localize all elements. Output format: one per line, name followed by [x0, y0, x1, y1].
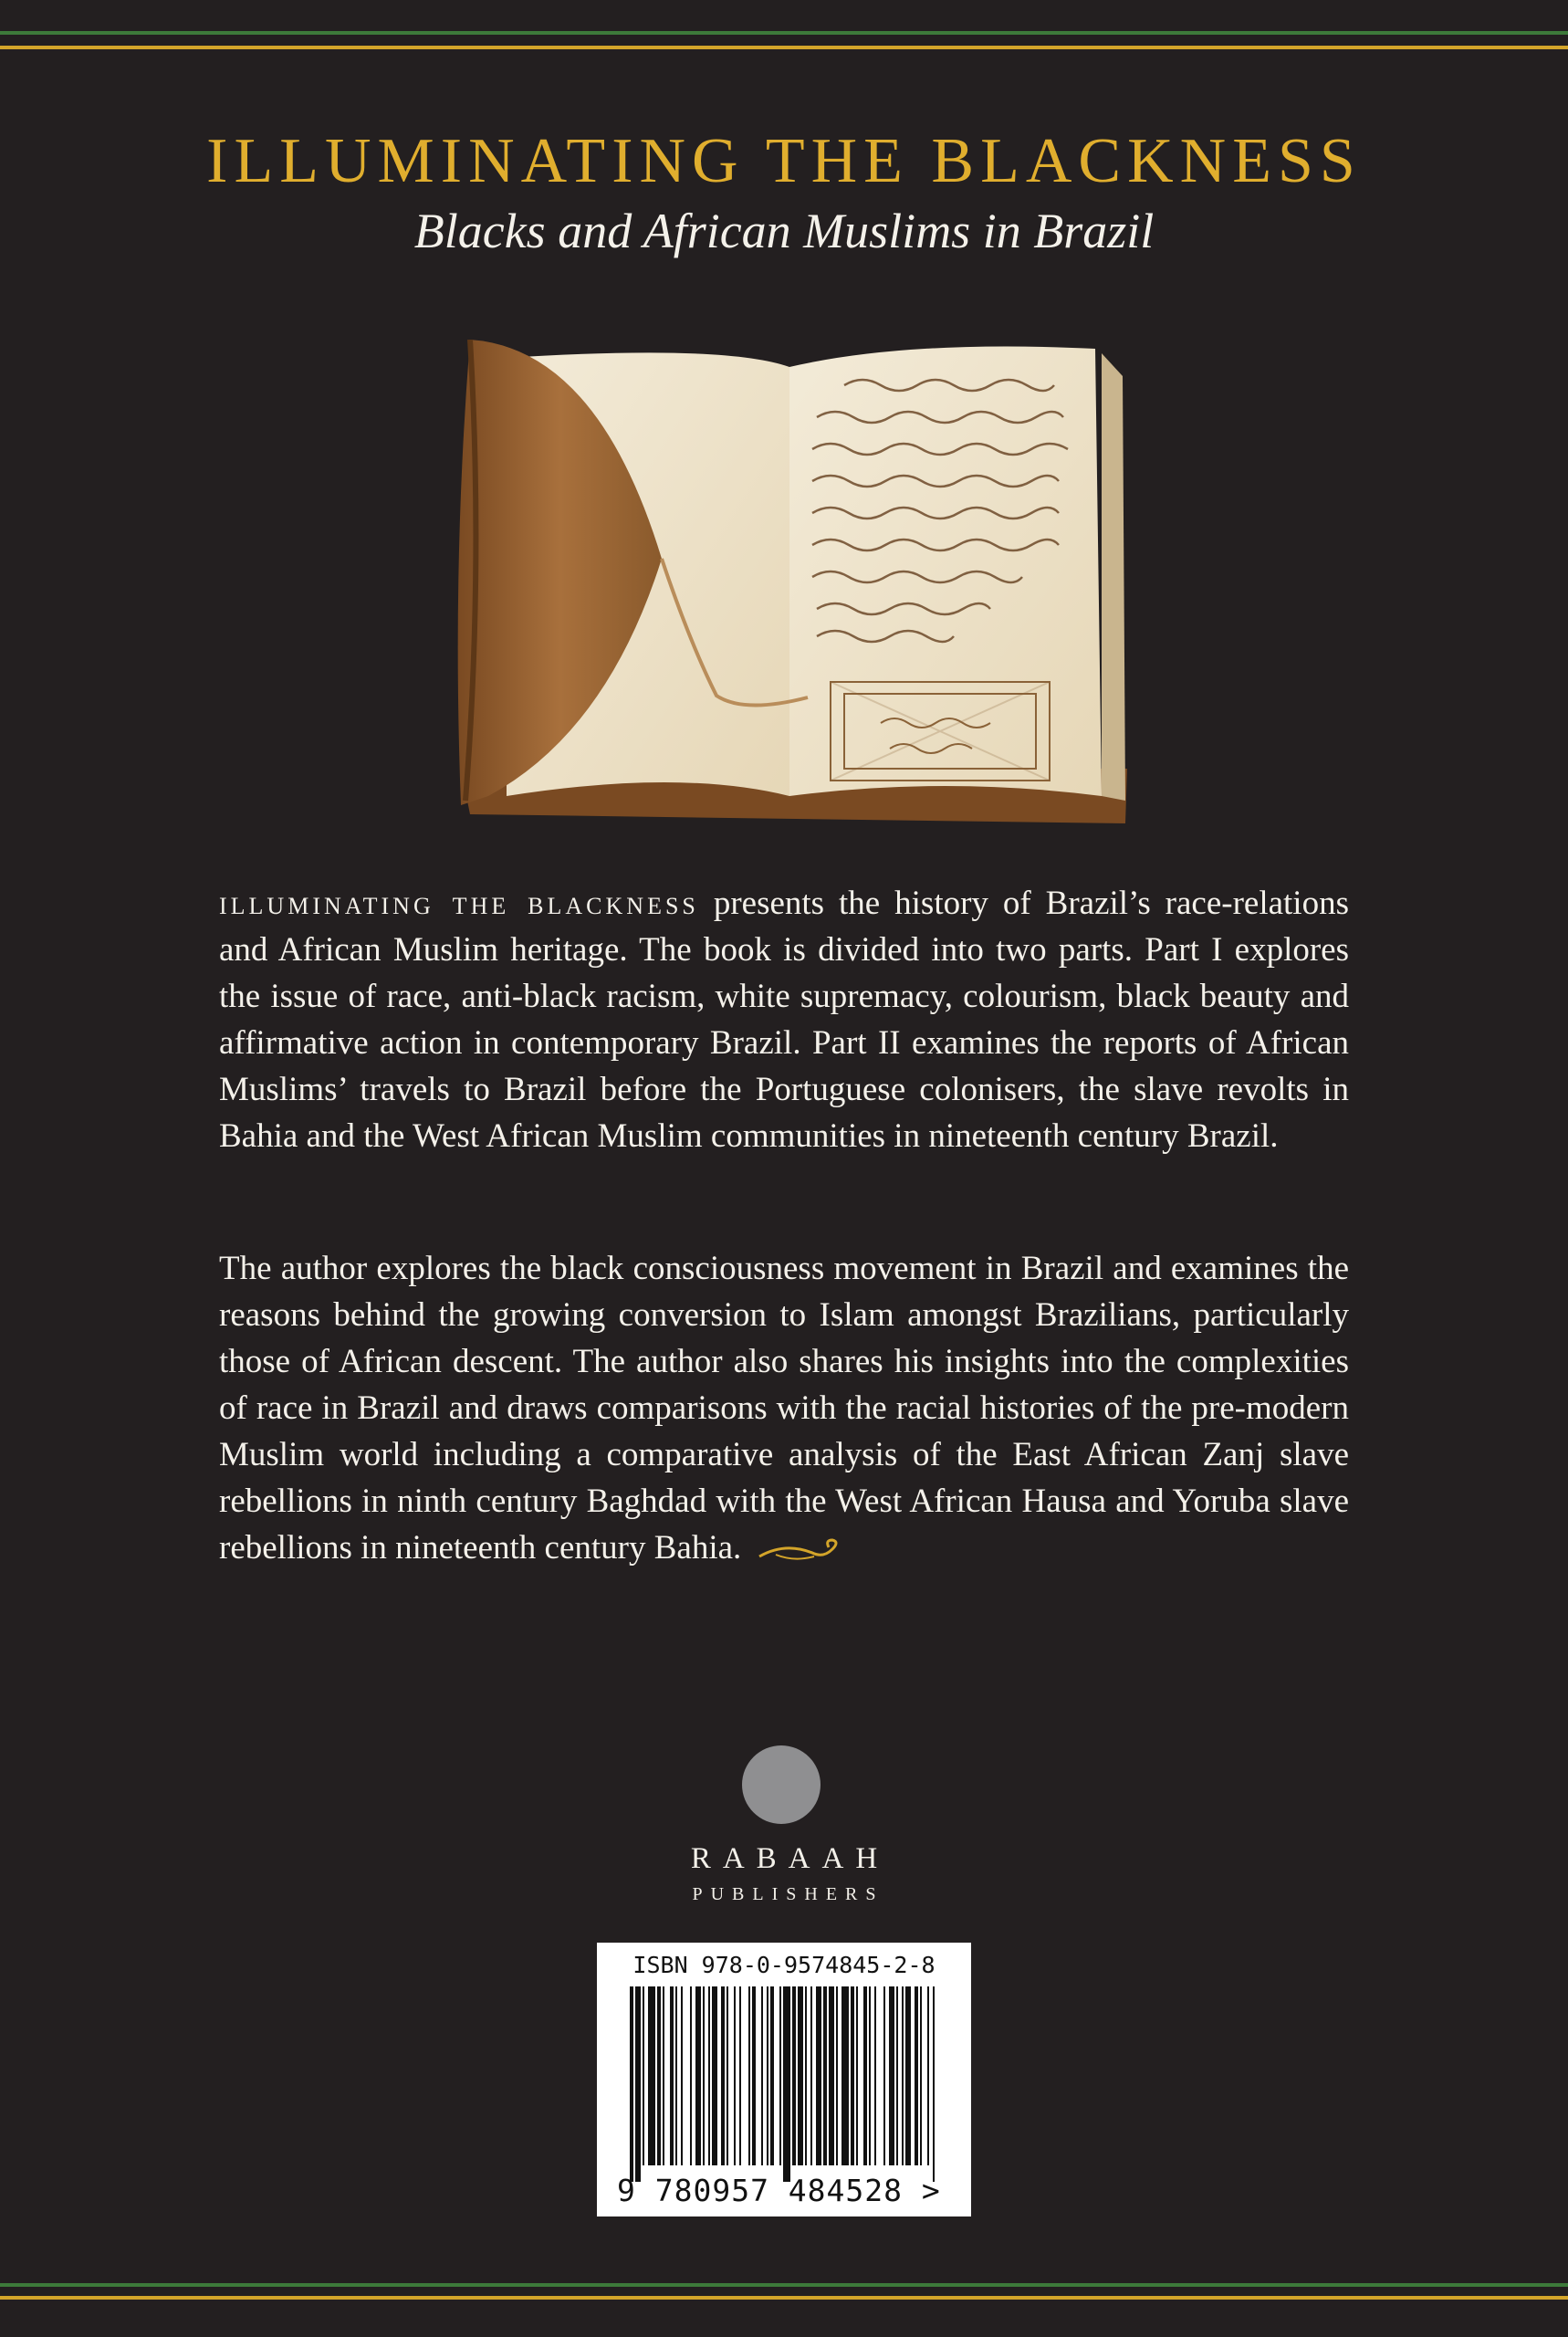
paragraph-2-body: The author explores the black consciousness movement in Brazil and examines the reasons behind the growing conversion to Islam amongst Brazilians, particularly those of African descent. The author also shares his insights into the complexities of race in Brazil and draws comparisons with the racial histories of the pre-modern Muslim world including a comparative analysis of the East African Zanj slave rebellions in ninth century Baghdad with the West African Hausa and Yoruba slave rebellions in nineteenth century Bahia. [219, 1250, 1349, 1567]
isbn-barcode [597, 1943, 971, 2216]
ornament-flourish-icon [758, 1538, 841, 1564]
book-subtitle: Blacks and African Muslims in Brazil [413, 204, 1155, 258]
bottom-rule-gold [0, 2296, 1568, 2300]
bottom-rule-green [0, 2283, 1568, 2287]
paragraph-1-body: presents the history of Brazil’s race-relations and African Muslim heritage. The book is divided into two parts. Part I explores the issue of race, anti-black racism, white supremacy, colourism, black beauty and affirmative action in contemporary Brazil. Part II examines the reports of African Muslims’ travels to Brazil before the Portuguese colonisers, the slave revolts in Bahia and the West African Muslim communities in nineteenth century Brazil. [219, 885, 1349, 1155]
publisher-logo-icon [742, 1745, 821, 1824]
publisher-name: RABAAH [690, 1842, 890, 1875]
barcode-bars [630, 1986, 940, 2182]
title-lead-in: illuminating the blackness [219, 885, 699, 922]
description-paragraph-1 [219, 880, 1349, 1159]
manuscript-image [452, 340, 1132, 833]
barcode-digits: 9 780957 484528 > [617, 2173, 941, 2208]
description-paragraph-2 [219, 1245, 1349, 1571]
top-rule-gold [0, 46, 1568, 49]
top-rule-green [0, 31, 1568, 35]
book-title: ILLUMINATING THE BLACKNESS [206, 126, 1362, 196]
publisher-subtitle: PUBLISHERS [692, 1884, 884, 1904]
isbn-label: ISBN 978-0-9574845-2-8 [632, 1952, 936, 1978]
